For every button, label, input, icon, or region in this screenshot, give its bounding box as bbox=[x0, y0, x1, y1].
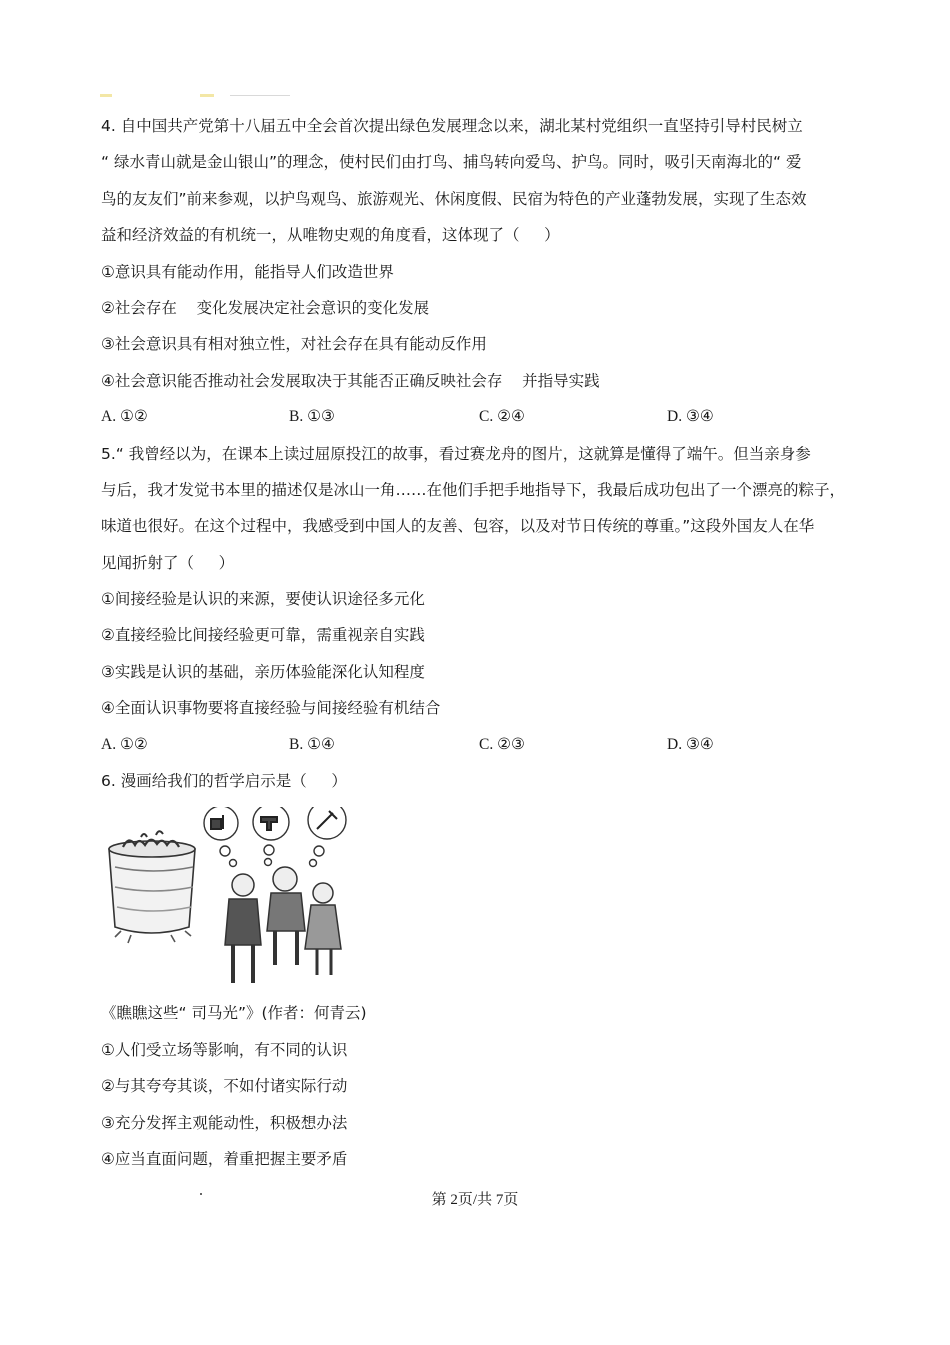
q4-option-d[interactable]: D. ③④ bbox=[667, 408, 714, 426]
q4-stem-line-3: 鸟的友友们”前来参观，以护鸟观鸟、旅游观光、休闲度假、民宿为特色的产业蓬勃发展，实现了生态效 bbox=[101, 189, 807, 208]
q6-statement-2: ②与其夸夸其谈，不如付诸实际行动 bbox=[101, 1077, 348, 1096]
q4-statement-2: ②社会存在 变化发展决定社会意识的变化发展 bbox=[101, 298, 430, 317]
q4-stem-line-4: 益和经济效益的有机统一，从唯物史观的角度看，这体现了（ ） bbox=[101, 226, 560, 245]
header-scan-mark bbox=[100, 92, 295, 98]
q6-statement-1: ①人们受立场等影响，有不同的认识 bbox=[101, 1040, 348, 1059]
cartoon-image bbox=[101, 807, 361, 987]
q6-stem: 6. 漫画给我们的哲学启示是（ ） bbox=[101, 772, 347, 791]
cartoon-caption: 《瞧瞧这些“ 司马光”》(作者：何青云) bbox=[101, 1004, 367, 1023]
q5-stem-line-1: 5.“ 我曾经以为，在课本上读过屈原投江的故事，看过赛龙舟的图片，这就算是懂得了端午。但当亲身参 bbox=[101, 444, 811, 463]
q4-option-b[interactable]: B. ①③ bbox=[289, 408, 335, 426]
q5-option-c[interactable]: C. ②③ bbox=[479, 735, 525, 753]
q5-statement-2: ②直接经验比间接经验更可靠，需重视亲自实践 bbox=[101, 626, 425, 645]
page-footer: 第 2页/共 7页 bbox=[431, 1192, 519, 1208]
q4-stem-line-1: 4. 自中国共产党第十八届五中全会首次提出绿色发展理念以来，湖北某村党组织一直坚持引导村民树立 bbox=[101, 117, 803, 135]
q4-options bbox=[101, 399, 871, 435]
question-5 bbox=[101, 436, 871, 764]
q5-option-b[interactable]: B. ①④ bbox=[289, 735, 335, 753]
q5-stem-line-3: 味道也很好。在这个过程中，我感受到中国人的友善、包容，以及对节日传统的尊重。”这段外国友人在华 bbox=[101, 517, 815, 536]
q4-option-a[interactable]: A. ①② bbox=[101, 408, 148, 426]
q4-option-c[interactable]: C. ②④ bbox=[479, 408, 525, 426]
q5-stem-line-4: 见闻折射了（ ） bbox=[101, 553, 235, 572]
q5-option-a[interactable]: A. ①② bbox=[101, 735, 148, 753]
question-4 bbox=[101, 108, 871, 436]
thought-bubbles bbox=[204, 807, 346, 867]
questions-area bbox=[101, 108, 871, 1177]
people-drawing bbox=[225, 867, 341, 983]
q4-statement-4: ④社会意识能否推动社会发展取决于其能否正确反映社会存 并指导实践 bbox=[101, 371, 600, 390]
water-vat-drawing bbox=[109, 832, 195, 944]
q5-option-d[interactable]: D. ③④ bbox=[667, 735, 714, 753]
q5-statement-4: ④全面认识事物要将直接经验与间接经验有机结合 bbox=[101, 699, 441, 718]
q5-statement-1: ①间接经验是认识的来源，要使认识途径多元化 bbox=[101, 590, 425, 609]
q6-statement-4: ④应当直面问题，着重把握主要矛盾 bbox=[101, 1149, 348, 1168]
q5-stem-line-2: 与后，我才发觉书本里的描述仅是冰山一角……在他们手把手地指导下，我最后成功包出了一个漂亮的粽子， bbox=[101, 480, 846, 499]
q4-statement-1: ①意识具有能动作用，能指导人们改造世界 bbox=[101, 262, 394, 281]
q6-statement-3: ③充分发挥主观能动性，积极想办法 bbox=[101, 1113, 348, 1132]
q5-options bbox=[101, 727, 871, 763]
question-6 bbox=[101, 763, 871, 1177]
q4-statement-3: ③社会意识具有相对独立性，对社会存在具有能动反作用 bbox=[101, 335, 487, 354]
q4-stem-line-2: “ 绿水青山就是金山银山”的理念，使村民们由打鸟、捕鸟转向爱鸟、护鸟。同时，吸引天南海北的“ 爱 bbox=[101, 153, 802, 172]
q5-statement-3: ③实践是认识的基础，亲历体验能深化认知程度 bbox=[101, 662, 425, 681]
